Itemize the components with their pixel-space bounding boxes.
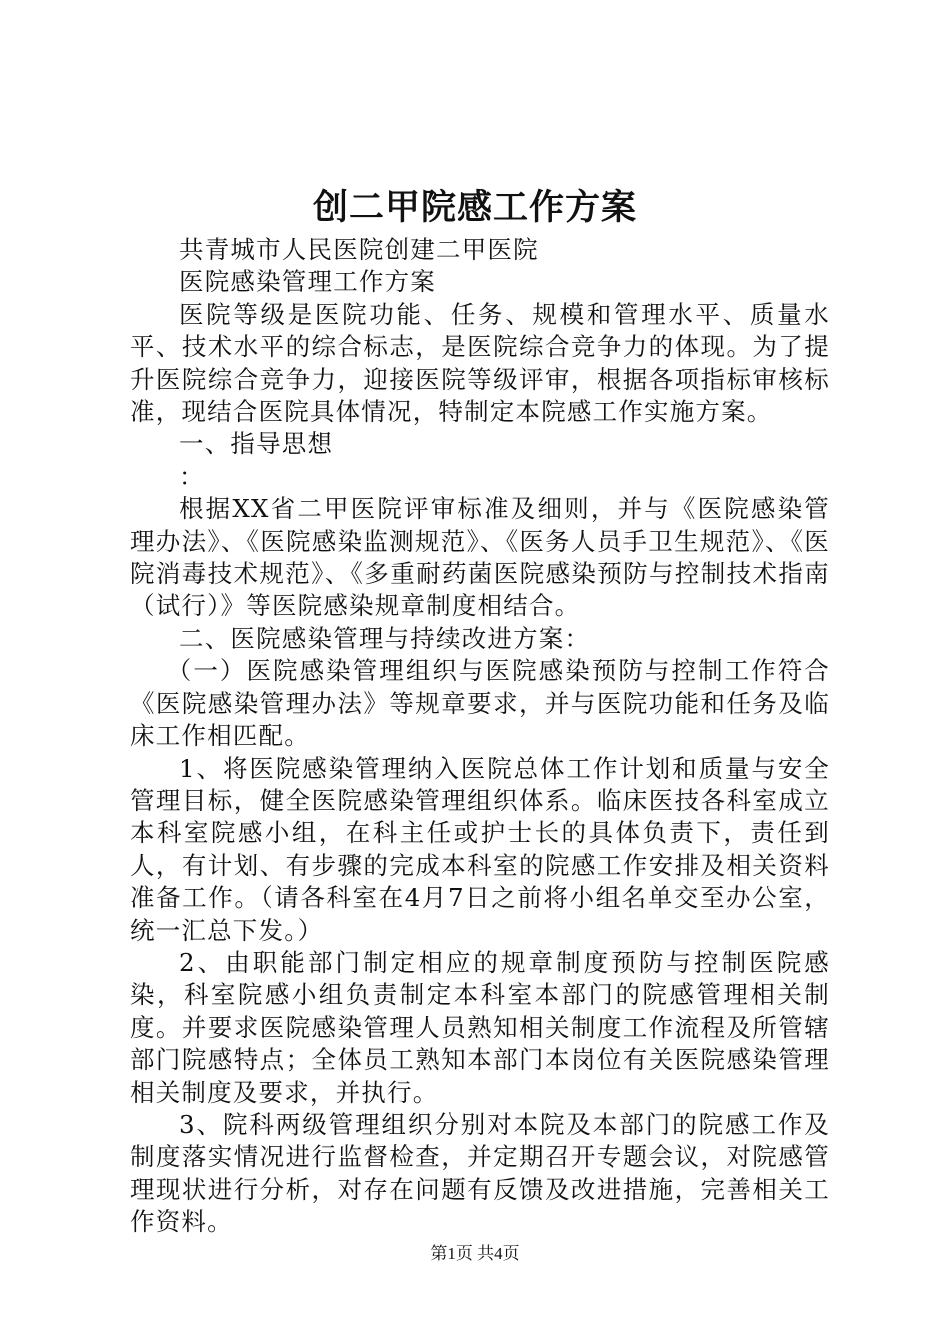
paragraph-colon: ： [179,461,205,491]
section-heading-management-plan: 二、医院感染管理与持续改进方案： [179,623,591,653]
paragraph-hospital-name: 共青城市人民医院创建二甲医院 [179,235,539,264]
paragraph-subsection-one: （一）医院感染管理组织与医院感染预防与控制工作符合《医院感染管理办法》等规章要求，并与医院功能和任务及临床工作相匹配。 [130,656,830,751]
section-heading-guiding-ideology: 一、指导思想 [179,429,334,459]
paragraph-item-3: 3、院科两级管理组织分别对本院及本部门的院感工作及制度落实情况进行监督检查，并定期召开专题会议，对院感管理现状进行分析，对存在问题有反馈及改进措施，完善相关工作资料。 [130,1109,830,1237]
paragraph-intro: 医院等级是医院功能、任务、规模和管理水平、质量水平、技术水平的综合标志，是医院综合竞争力的体现。为了提升医院综合竞争力，迎接医院等级评审，根据各项指标审核标准，现结合医院具体情况，特制定本院感工作实施方案。 [130,299,830,427]
document-body [130,234,830,1239]
document-title: 创二甲院感工作方案 [312,187,637,228]
paragraph-item-2: 2、由职能部门制定相应的规章制度预防与控制医院感染，科室院感小组负责制定本科室本部门的院感管理相关制度。并要求医院感染管理人员熟知相关制度工作流程及所管辖部门院感特点；全体员工熟知本部门本岗位有关医院感染管理相关制度及要求，并执行。 [130,947,830,1107]
paragraph-basis: 根据XX省二甲医院评审标准及细则，并与《医院感染管理办法》、《医院感染监测规范》、《医务人员手卫生规范》、《医院消毒技术规范》、《多重耐药菌医院感染预防与控制技术指南（试行）》等医院感染规章制度相结合。 [130,494,830,621]
paragraph-subtitle: 医院感染管理工作方案 [179,267,436,297]
paragraph-item-1: 1、将医院感染管理纳入医院总体工作计划和质量与安全管理目标，健全医院感染管理组织体系。临床医技各科室成立本科室院感小组，在科主任或护士长的具体负责下，责任到人，有计划、有步骤的完成本科室的院感工作安排及相关资料准备工作。（请各科室在4月7日之前将小组名单交至办公室，统一汇总下发。） [130,753,830,945]
page-number-footer: 第1页 共4页 [430,1244,520,1263]
